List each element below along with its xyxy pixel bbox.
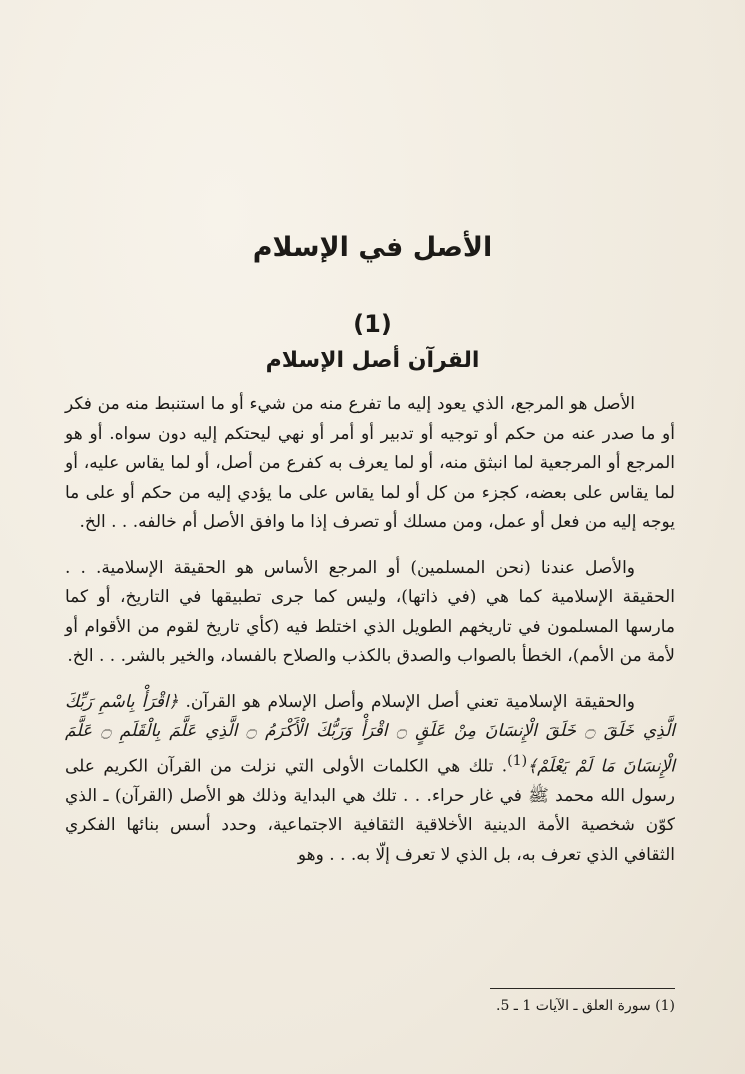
paragraph-3: [65, 688, 675, 871]
paragraph-1: الأصل هو المرجع، الذي يعود إليه ما تفرع منه من شيء أو ما استنبط منه من فكر أو ما صدر عنه من حكم أو توجيه أو تدبير أو أمر أو نهي ليحتكم إليه دون سواه. أو هو المرجع أو المرجعية لما انبثق منه، أو لما يعرف به كفرع من أصل، أو لما يقاس عليه، أو لما يقاس على بعضه، كجزء من كل أو لما يقاس على ما يؤدي إليه من حكم أو على ما يوجه إليه من فعل أو عمل، ومن مسلك أو تصرف إذا ما وافق الأصل أم خالفه. . . الخ.: [65, 394, 675, 532]
paragraph-3-intro: والحقيقة الإسلامية تعني أصل الإسلام وأصل الإسلام هو القرآن.: [185, 691, 635, 712]
paragraph-2: والأصل عندنا (نحن المسلمين) أو المرجع الأساس هو الحقيقة الإسلامية. . . الحقيقة الإسلامية كما هي (في ذاتها)، وليس كما جرى تطبيقها في التاريخ، أو كما مارسها المسلمون في تاريخهم الطويل الذي اختلط فيه (كأي تاريخ لقوم من الأقوام أو لأمة من الأمم)، الخطأ بالصواب والصدق بالكذب والصلاح بالفساد، والخير بالشر. . . الخ.: [65, 557, 675, 666]
section-number: (1): [353, 310, 392, 338]
section-title: القرآن أصل الإسلام: [265, 348, 480, 373]
footnote-divider: [490, 988, 675, 989]
paragraph-3-rest: . تلك هي الكلمات الأولى التي نزلت من القرآن الكريم على رسول الله محمد ﷺ في غار حراء. . . تلك هي البداية وذلك هو الأصل (القرآن) ـ الذي كوّن شخصية الأمة الدينية الأخلاقية الثقافية الاجتماعية، وحدد أسس بنائها الفكري الثقافي الذي تعرف به، بل الذي لا تعرف إلّا به. . . وهو: [65, 756, 675, 865]
body-text: [65, 390, 675, 886]
footnote-ref: (1): [507, 752, 528, 769]
footnote: (1) سورة العلق ـ الآيات 1 ـ 5.: [495, 998, 675, 1014]
chapter-heading: الأصل في الإسلام: [252, 232, 493, 263]
quran-verse: ﴿اقْرَأْ بِاسْمِ رَبِّكَ الَّذِي خَلَقَ ۝ خَلَقَ الْإِنسَانَ مِنْ عَلَقٍ ۝ اقْرَأْ وَرَبُّكَ الْأَكْرَمُ ۝ الَّذِي عَلَّمَ بِالْقَلَمِ ۝ عَلَّمَ الْإِنسَانَ مَا لَمْ يَعْلَمْ﴾: [65, 691, 675, 777]
